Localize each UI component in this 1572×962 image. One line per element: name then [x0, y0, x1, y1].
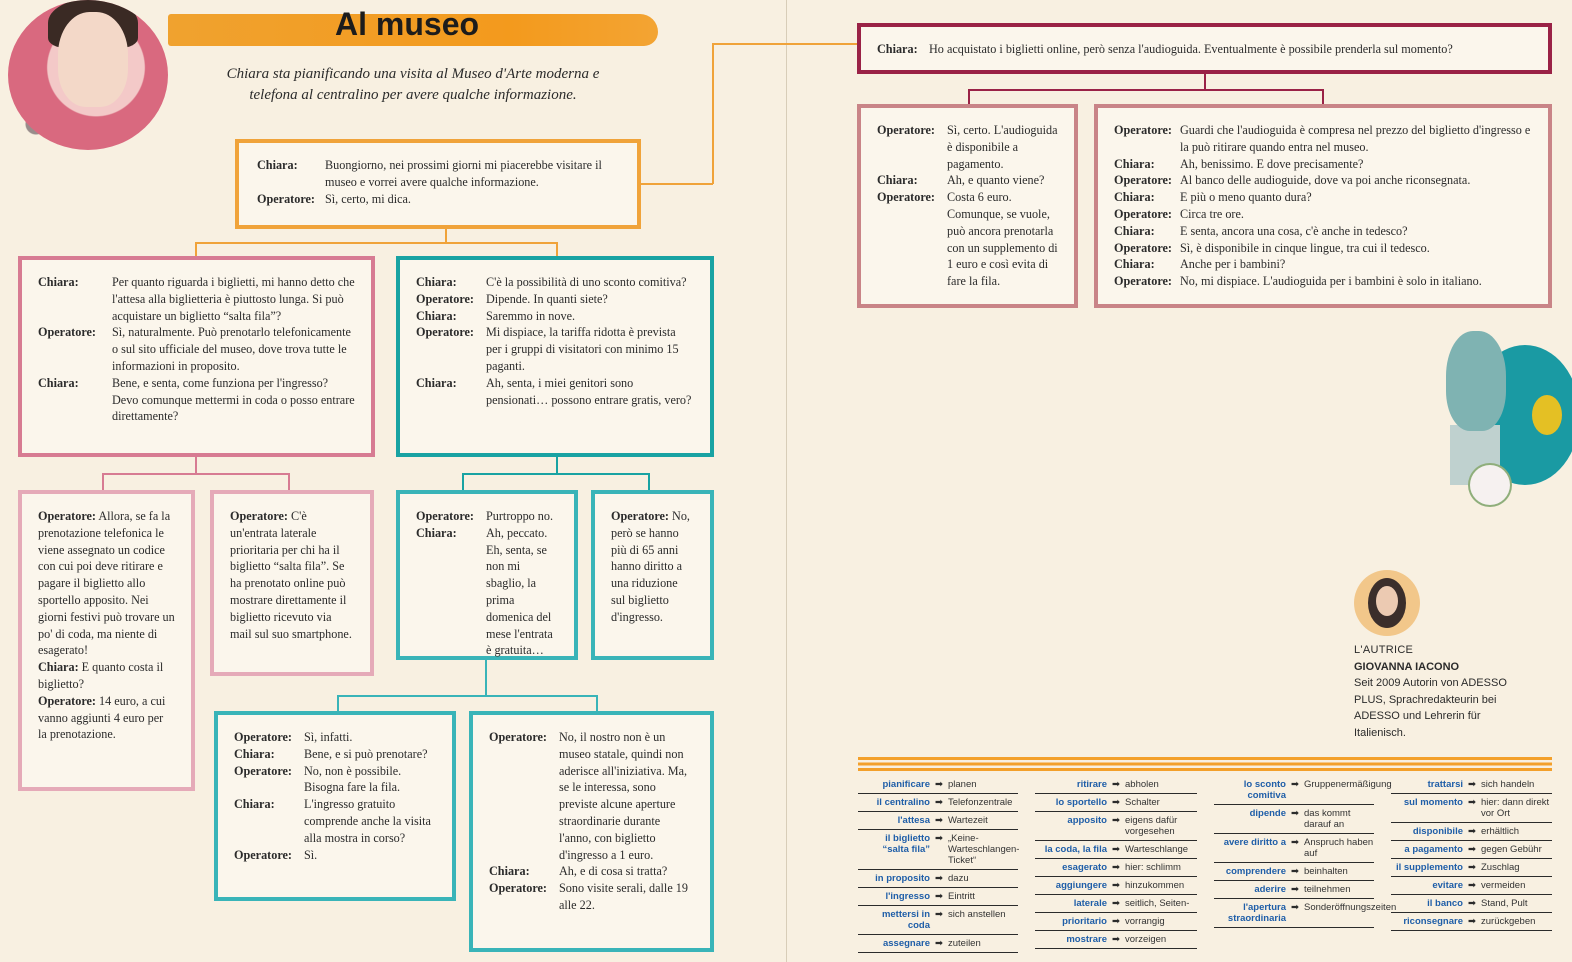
speaker-label: Operatore: — [611, 509, 669, 523]
glossary-definition: seitlich, Seiten- — [1125, 898, 1190, 909]
glossary-entry — [858, 888, 1018, 906]
author-info — [1354, 642, 1514, 741]
dialogue-box-special-openings — [469, 711, 714, 952]
speaker-label: Chiara: — [38, 375, 79, 390]
chiara-portrait-image — [8, 0, 168, 150]
dialogue-line — [1114, 172, 1532, 189]
glossary-entry — [858, 935, 1018, 953]
dialogue-line — [877, 172, 1058, 189]
glossary-definition: planen — [948, 779, 977, 790]
glossary-definition: sich handeln — [1481, 779, 1535, 790]
glossary-entry — [1035, 776, 1197, 794]
connector — [337, 695, 339, 711]
dialogue-line — [234, 746, 436, 763]
glossary-definition: abholen — [1125, 779, 1159, 790]
glossary-term: pianificare — [882, 779, 930, 790]
dialogue-line — [416, 508, 558, 525]
glossary-term: dipende — [1249, 808, 1286, 819]
dialogue-line — [1114, 223, 1532, 240]
dialogue-text: Ah, peccato. Eh, senta, se non mi sbaglio, la prima domenica del mese l'entrata è gratuita… — [486, 525, 553, 658]
arrow-icon: ➡ — [935, 938, 943, 949]
speaker-label: Operatore: — [1114, 240, 1172, 255]
dialogue-line — [38, 693, 175, 743]
arrow-icon: ➡ — [1468, 779, 1476, 790]
glossary-column-1 — [858, 776, 1018, 953]
glossary-term: riconsegnare — [1403, 916, 1463, 927]
glossary-definition: Gruppenermäßigung — [1304, 779, 1392, 790]
page-spine — [786, 0, 787, 962]
dialogue-box-senior-discount — [591, 490, 714, 660]
dialogue-text: Buongiorno, nei prossimi giorni mi piacerebbe visitare il museo e vorrei avere qualche informazione. — [325, 158, 602, 189]
speaker-label: Operatore: — [416, 291, 474, 306]
speaker-label: Operatore: — [234, 763, 292, 778]
dialogue-text: Sì, certo. L'audioguida è disponibile a pagamento. — [947, 123, 1058, 171]
speaker-label: Operatore: — [877, 123, 935, 137]
speaker-label: Operatore: — [416, 509, 474, 523]
glossary-definition: Warteschlange — [1125, 844, 1189, 855]
dialogue-text: Sì, certo, mi dica. — [325, 191, 411, 206]
arrow-icon: ➡ — [1112, 898, 1120, 909]
glossary-entry — [1035, 931, 1197, 949]
glossary-definition: Schalter — [1125, 797, 1160, 808]
dialogue-box-queue — [214, 711, 456, 901]
dialogue-text: L'ingresso gratuito comprende anche la visita alla mostra in corso? — [304, 797, 431, 845]
page-title: Al museo — [335, 6, 480, 42]
dialogue-box-audioguide — [857, 23, 1552, 74]
speaker-label: Chiara: — [38, 660, 79, 675]
glossary-definition: Eintritt — [948, 891, 975, 902]
arrow-icon: ➡ — [935, 815, 943, 826]
speaker-label: Operatore: — [38, 325, 96, 340]
glossary-definition: hinzukommen — [1125, 880, 1185, 891]
dialogue-line — [416, 274, 694, 291]
dialogue-text: Saremmo in nove. — [486, 308, 576, 323]
glossary-term: avere diritto a — [1223, 837, 1286, 848]
dialogue-text: Ah, e di cosa si tratta? — [559, 864, 668, 879]
dialogue-line — [38, 375, 355, 425]
dialogue-text: No, però se hanno più di 65 anni hanno diritto a una riduzione sul biglietto d'ingresso. — [611, 509, 690, 624]
dialogue-text: Al banco delle audioguide, dove va poi anche riconsegnata. — [1180, 173, 1471, 188]
glossary-entry — [858, 812, 1018, 830]
glossary-entry — [1214, 776, 1392, 805]
speaker-label: Chiara: — [877, 173, 918, 188]
glossary-entry — [1214, 863, 1374, 881]
connector — [485, 660, 487, 695]
arrow-icon: ➡ — [935, 891, 943, 902]
speaker-label: Operatore: — [257, 191, 315, 206]
dialogue-line — [1114, 122, 1532, 156]
dialogue-text: Bene, e senta, come funziona per l'ingresso? Devo comunque mettermi in coda o posso entrare direttamente? — [112, 375, 355, 424]
connector — [712, 43, 858, 45]
dialogue-text: Ho acquistato i biglietti online, però senza l'audioguida. Eventualmente è possibile prenderla sul momento? — [929, 42, 1453, 56]
glossary-term: il biglietto “salta fila” — [882, 833, 930, 855]
dialogue-line — [416, 375, 694, 409]
glossary-entry — [1391, 794, 1552, 823]
arrow-icon: ➡ — [1468, 916, 1476, 927]
speaker-label: Chiara: — [416, 525, 457, 540]
dialogue-line — [1114, 156, 1532, 173]
glossary-term: ritirare — [1076, 779, 1107, 790]
speaker-label: Chiara: — [489, 864, 530, 879]
dialogue-line — [1114, 206, 1532, 223]
speaker-label: Operatore: — [877, 190, 935, 205]
dialogue-line — [257, 191, 621, 208]
glossary-term: apposito — [1067, 815, 1107, 826]
dialogue-box-tickets — [18, 256, 375, 457]
connector — [556, 456, 558, 473]
connector — [648, 473, 650, 490]
glossary-definition: erhältlich — [1481, 826, 1520, 837]
dialogue-text: Mi dispiace, la tariffa ridotta è prevista per i gruppi di visitatori con minimo 15 paganti. — [486, 325, 679, 373]
speaker-label: Operatore: — [1114, 123, 1172, 137]
glossary-entry — [1035, 913, 1197, 931]
glossary-entry — [1035, 812, 1197, 841]
connector — [462, 473, 649, 475]
dialogue-line — [1114, 240, 1532, 257]
arrow-icon: ➡ — [1291, 884, 1299, 895]
arrow-icon: ➡ — [1112, 880, 1120, 891]
dialogue-box-audioguide-price — [857, 104, 1078, 308]
glossary-definition: hier: schlimm — [1125, 862, 1181, 873]
connector — [1322, 89, 1324, 104]
dialogue-line — [1114, 273, 1532, 290]
arrow-icon: ➡ — [1468, 880, 1476, 891]
glossary-term: l'ingresso — [885, 891, 930, 902]
glossary-definition: eigens dafür vorgesehen — [1125, 815, 1178, 837]
speaker-label: Chiara: — [1114, 257, 1155, 272]
dialogue-text: Sono visite serali, dalle 19 alle 22. — [559, 881, 688, 912]
glossary-entry — [858, 906, 1018, 935]
speaker-label: Chiara: — [416, 375, 457, 390]
dialogue-line — [38, 659, 175, 693]
arrow-icon: ➡ — [1468, 826, 1476, 837]
connector — [337, 695, 597, 697]
connector — [288, 473, 290, 490]
glossary-definition: teilnehmen — [1304, 884, 1351, 895]
speaker-label: Chiara: — [234, 797, 275, 812]
glossary-term: il supplemento — [1395, 862, 1463, 873]
dialogue-text: Allora, se fa la prenotazione telefonica le viene assegnato un codice con cui poi deve ritirare e pagare il biglietto allo sportello apposito. Nei giorni festivi può trovare un po' di coda, ma niente di esagerato! — [38, 509, 175, 658]
author-name: GIOVANNA IACONO — [1354, 660, 1460, 673]
dialogue-text: No, mi dispiace. L'audioguida per i bambini è solo in italiano. — [1180, 274, 1482, 289]
dialogue-line — [38, 324, 355, 374]
speaker-label: Chiara: — [1114, 190, 1155, 205]
dialogue-text: Ah, benissimo. E dove precisamente? — [1180, 156, 1364, 171]
dialogue-text: Ah, senta, i miei genitori sono pensionati… possono entrare gratis, vero? — [486, 375, 692, 407]
arrow-icon: ➡ — [1291, 837, 1299, 848]
dialogue-line — [416, 324, 694, 374]
glossary-entry — [858, 776, 1018, 794]
dialogue-text: Sì. — [304, 847, 318, 862]
connector — [462, 473, 464, 490]
glossary-entry — [1035, 895, 1197, 913]
glossary-term: mostrare — [1066, 934, 1107, 945]
speaker-label: Operatore: — [489, 881, 547, 896]
glossary-entry — [1035, 859, 1197, 877]
speaker-label: Chiara: — [416, 275, 457, 289]
dialogue-text: No, non è possibile. Bisogna fare la fila. — [304, 763, 402, 795]
dialogue-text: Sì, naturalmente. Può prenotarlo telefonicamente o sul sito ufficiale del museo, dove trova tutte le informazioni in proposito. — [112, 325, 351, 373]
dialogue-line — [234, 796, 436, 846]
glossary-definition: Zuschlag — [1481, 862, 1520, 873]
dialogue-line — [234, 763, 436, 797]
glossary-entry — [1214, 899, 1397, 928]
glossary-column-2 — [1035, 776, 1197, 949]
connector — [195, 242, 557, 244]
glossary-term: in proposito — [875, 873, 930, 884]
speaker-label: Operatore: — [1114, 173, 1172, 188]
dialogue-box-free-sunday — [396, 490, 578, 660]
glossary-entry — [1391, 877, 1552, 895]
speaker-label: Chiara: — [1114, 156, 1155, 171]
dialogue-line — [489, 863, 694, 880]
glossary-entry — [1035, 841, 1197, 859]
dialogue-box-audioguide-included — [1094, 104, 1552, 308]
glossary-definition: zurückgeben — [1481, 916, 1536, 927]
glossary-term: laterale — [1073, 898, 1107, 909]
arrow-icon: ➡ — [935, 833, 943, 844]
arrow-icon: ➡ — [1468, 844, 1476, 855]
glossary-term: sul momento — [1403, 797, 1463, 808]
speaker-label: Operatore: — [1114, 206, 1172, 221]
connector — [968, 89, 970, 104]
connector — [102, 473, 104, 490]
glossary-definition: gegen Gebühr — [1481, 844, 1542, 855]
dialogue-text: Guardi che l'audioguida è compresa nel prezzo del biglietto d'ingresso e la può ritirare quando entra nel museo. — [1180, 123, 1531, 154]
glossary-term: a pagamento — [1404, 844, 1463, 855]
arrow-icon: ➡ — [935, 909, 943, 920]
speaker-label: Chiara: — [38, 275, 79, 289]
glossary-entry — [1391, 913, 1552, 931]
speaker-label: Operatore: — [38, 693, 96, 708]
glossary-definition: das kommt darauf an — [1304, 808, 1351, 830]
glossary-definition: sich anstellen — [948, 909, 1006, 920]
arrow-icon: ➡ — [1112, 844, 1120, 855]
glossary-definition: Anspruch haben auf — [1304, 837, 1374, 859]
glossary-entry — [1214, 881, 1374, 899]
dialogue-line — [489, 729, 694, 863]
speaker-label: Operatore: — [234, 847, 292, 862]
arrow-icon: ➡ — [1112, 779, 1120, 790]
glossary-entry — [1391, 859, 1552, 877]
dialogue-text: C'è un'entrata laterale prioritaria per chi ha il biglietto “salta fila”. Se ha prenotato online può mostrare direttamente il biglietto ricevuto via mail sul suo smartphone. — [230, 509, 352, 641]
dialogue-text: E quanto costa il biglietto? — [38, 660, 164, 691]
glossary-entry — [1391, 895, 1552, 913]
author-bio: Seit 2009 Autorin von ADESSO PLUS, Sprachredakteurin bei ADESSO und Lehrerin für Italienisch. — [1354, 677, 1507, 739]
arrow-icon: ➡ — [1291, 902, 1299, 913]
arrow-icon: ➡ — [1291, 808, 1299, 819]
dialogue-line — [234, 847, 436, 864]
glossary-entry — [1391, 823, 1552, 841]
arrow-icon: ➡ — [1112, 862, 1120, 873]
arrow-icon: ➡ — [935, 779, 943, 790]
glossary-column-4 — [1391, 776, 1552, 931]
glossary-definition: vorzeigen — [1125, 934, 1167, 945]
dialogue-line — [416, 308, 694, 325]
arrow-icon: ➡ — [1112, 934, 1120, 945]
speaker-label: Chiara: — [416, 308, 457, 323]
glossary-term: la coda, la fila — [1044, 844, 1107, 855]
glossary-term: prioritario — [1062, 916, 1107, 927]
connector — [195, 456, 197, 473]
glossary-term: esagerato — [1062, 862, 1107, 873]
dialogue-line — [877, 189, 1058, 290]
arrow-icon: ➡ — [935, 797, 943, 808]
glossary-entry — [858, 794, 1018, 812]
arrow-icon: ➡ — [1112, 797, 1120, 808]
arrow-icon: ➡ — [1112, 815, 1120, 826]
dialogue-text: Sì, è disponibile in cinque lingue, tra cui il tedesco. — [1180, 240, 1430, 255]
dialogue-line — [230, 508, 354, 642]
glossary-entry — [1391, 776, 1552, 794]
glossary-term: comprendere — [1225, 866, 1286, 877]
dialogue-text: Ah, e quanto viene? — [947, 173, 1045, 188]
arrow-icon: ➡ — [1112, 916, 1120, 927]
speaker-label: Chiara: — [877, 42, 918, 56]
statue-illustration — [1440, 325, 1568, 540]
dialogue-line — [1114, 256, 1532, 273]
glossary-entry — [1214, 805, 1374, 834]
arrow-icon: ➡ — [1291, 779, 1299, 790]
intro-text: Chiara sta pianificando una visita al Museo d'Arte moderna e telefona al centralino per avere qualche informazione. — [226, 66, 600, 103]
dialogue-text: No, il nostro non è un museo statale, quindi non aderisce all'iniziativa. Ma, se le interessa, sono previste alcune aperture straordinarie durante l'anno, con biglietto d'ingresso a 1 euro. — [559, 730, 688, 862]
connector — [195, 242, 197, 256]
connector — [712, 43, 714, 184]
glossary-stripes — [858, 757, 1552, 771]
connector — [640, 183, 713, 185]
glossary-entry — [858, 870, 1018, 888]
dialogue-text: 14 euro, a cui vanno aggiunti 4 euro per la prenotazione. — [38, 693, 166, 742]
glossary-definition: zuteilen — [948, 938, 981, 949]
arrow-icon: ➡ — [1291, 866, 1299, 877]
dialogue-text: Costa 6 euro. Comunque, se vuole, può ancora prenotarla con un supplemento di 1 euro e così evita di fare la fila. — [947, 190, 1058, 289]
dialogue-text: Bene, e si può prenotare? — [304, 746, 428, 761]
dialogue-line — [38, 508, 175, 659]
author-avatar — [1354, 570, 1420, 636]
glossary-entry — [1035, 794, 1197, 812]
connector — [102, 473, 289, 475]
speaker-label: Operatore: — [234, 730, 292, 744]
speaker-label: Operatore: — [38, 509, 96, 523]
glossary-entry — [1391, 841, 1552, 859]
glossary-term: disponibile — [1412, 826, 1463, 837]
arrow-icon: ➡ — [935, 873, 943, 884]
speaker-label: Chiara: — [1114, 223, 1155, 238]
dialogue-box-opening — [235, 139, 641, 229]
dialogue-text: E più o meno quanto dura? — [1180, 190, 1312, 205]
dialogue-box-side-entrance — [210, 490, 374, 676]
dialogue-line — [877, 41, 1532, 58]
dialogue-box-discount — [396, 256, 714, 457]
arrow-icon: ➡ — [1468, 797, 1476, 808]
connector — [445, 228, 447, 242]
glossary-definition: Wartezeit — [948, 815, 988, 826]
connector — [596, 695, 598, 711]
connector — [1204, 73, 1206, 89]
dialogue-line — [416, 291, 694, 308]
glossary-term: lo sportello — [1055, 797, 1107, 808]
glossary-definition: Stand, Pult — [1481, 898, 1528, 909]
connector — [968, 89, 1323, 91]
glossary-term: l'attesa — [897, 815, 930, 826]
dialogue-text: C'è la possibilità di uno sconto comitiva? — [486, 275, 687, 289]
glossary-definition: „Keine-Warteschlangen-Ticket“ — [948, 833, 1020, 866]
glossary-column-3 — [1214, 776, 1397, 928]
dialogue-line — [257, 157, 621, 191]
glossary-definition: vermeiden — [1481, 880, 1526, 891]
glossary-definition: beinhalten — [1304, 866, 1348, 877]
glossary-definition: vorrangig — [1125, 916, 1165, 927]
connector — [556, 242, 558, 256]
dialogue-text: Purtroppo no. — [486, 509, 554, 523]
dialogue-box-phone-booking — [18, 490, 195, 791]
speaker-label: Operatore: — [416, 325, 474, 340]
glossary-term: il banco — [1427, 898, 1463, 909]
glossary-term: evitare — [1432, 880, 1463, 891]
dialogue-line — [38, 274, 355, 324]
speaker-label: Operatore: — [1114, 274, 1172, 289]
dialogue-line — [1114, 189, 1532, 206]
dialogue-text: Anche per i bambini? — [1180, 257, 1286, 272]
speaker-label: Chiara: — [234, 746, 275, 761]
glossary-term: il centralino — [876, 797, 930, 808]
arrow-icon: ➡ — [1468, 862, 1476, 873]
glossary-entry — [1035, 877, 1197, 895]
glossary-term: aggiungere — [1055, 880, 1107, 891]
glossary-definition: dazu — [948, 873, 969, 884]
glossary-entry — [1214, 834, 1374, 863]
glossary-term: l'apertura straordinaria — [1227, 902, 1286, 924]
dialogue-text: Circa tre ore. — [1180, 206, 1244, 221]
author-role: L'AUTRICE — [1354, 644, 1414, 656]
dialogue-text: E senta, ancora una cosa, c'è anche in tedesco? — [1180, 223, 1408, 238]
dialogue-line — [611, 508, 694, 626]
speaker-label: Operatore: — [230, 509, 288, 523]
glossary-term: trattarsi — [1427, 779, 1463, 790]
speaker-label: Operatore: — [489, 730, 547, 744]
dialogue-line — [416, 525, 558, 659]
arrow-icon: ➡ — [1468, 898, 1476, 909]
glossary-term: assegnare — [882, 938, 930, 949]
glossary-definition: Sonderöffnungszeiten — [1304, 902, 1397, 913]
glossary-definition: Telefonzentrale — [948, 797, 1013, 808]
dialogue-text: Sì, infatti. — [304, 730, 353, 744]
glossary-entry — [858, 830, 1018, 870]
glossary-term: lo sconto comitiva — [1243, 779, 1286, 801]
dialogue-line — [234, 729, 436, 746]
glossary-term: aderire — [1254, 884, 1286, 895]
dialogue-line — [877, 122, 1058, 172]
dialogue-text: Dipende. In quanti siete? — [486, 291, 608, 306]
glossary-definition: hier: dann direkt vor Ort — [1481, 797, 1550, 819]
glossary-term: mettersi in coda — [881, 909, 930, 931]
speaker-label: Chiara: — [257, 158, 298, 172]
dialogue-line — [489, 880, 694, 914]
dialogue-text: Per quanto riguarda i biglietti, mi hanno detto che l'attesa alla biglietteria è piuttosto lunga. Si può acquistare un biglietto “salta fila”? — [112, 275, 355, 323]
